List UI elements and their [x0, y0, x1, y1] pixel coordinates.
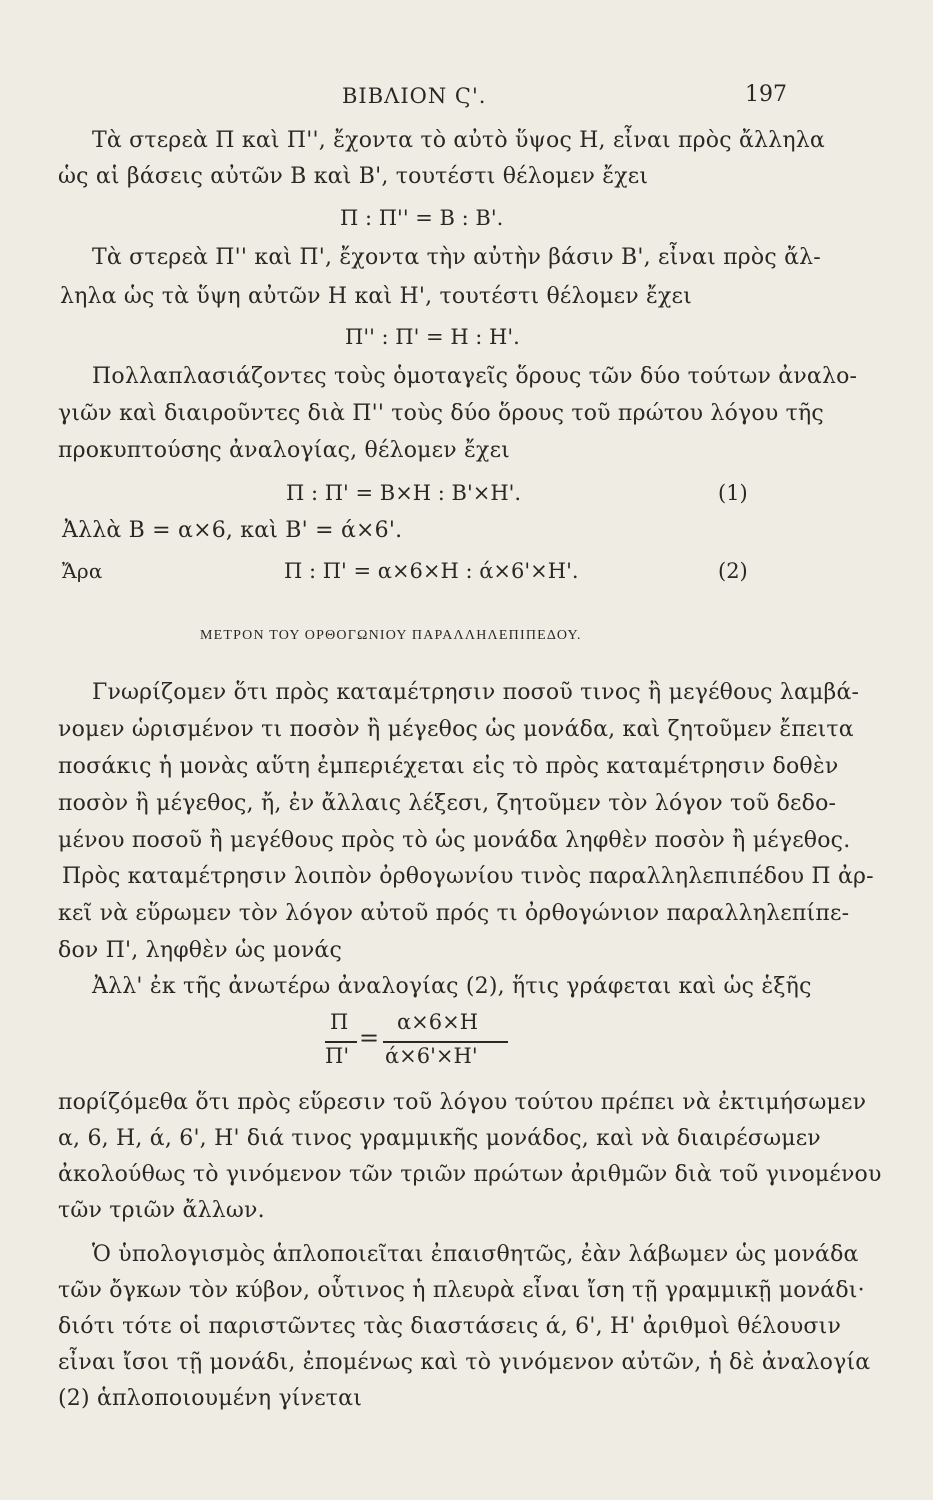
text-line: ποσὸν ἢ μέγεθος, ἤ, ἐν ἄλλαις λέξεσι, ζητοῦμεν τὸν λόγον τοῦ δεδο-	[58, 791, 837, 816]
text-line: νομεν ὡρισμένον τι ποσὸν ἢ μέγεθος ὡς μονάδα, καὶ ζητοῦμεν ἔπειτα	[58, 717, 854, 742]
running-header-title: ΒΙΒΛΙΟΝ Ϛ'.	[342, 84, 487, 108]
text-line: Τὰ στερεὰ Π'' καὶ Π', ἔχοντα τὴν αὐτὴν βάσιν Β', εἶναι πρὸς ἄλ-	[92, 245, 821, 270]
text-line: Πολλαπλασιάζοντες τοὺς ὁμοταγεῖς ὅρους τῶν δύο τούτων ἀναλο-	[92, 364, 858, 389]
text-line: εἶναι ἴσοι τῇ μονάδι, ἐπομένως καὶ τὸ γινόμενον αὐτῶν, ἡ δὲ ἀναλογία	[58, 1350, 871, 1375]
text-line: κεῖ νὰ εὕρωμεν τὸν λόγον αὐτοῦ πρός τι ὀρθογώνιον παραλληλεπίπε-	[58, 901, 850, 926]
text-line: ὡς αἱ βάσεις αὐτῶν Β καὶ Β', τουτέστι θέλομεν ἔχει	[58, 164, 649, 189]
equation-number: (2)	[718, 559, 748, 583]
equation: Π : Π' = Β×Η : Β'×Η'.	[286, 481, 522, 505]
text-line: (2) ἁπλοποιουμένη γίνεται	[58, 1386, 363, 1411]
text-line: ληλα ὡς τὰ ὕψη αὐτῶν Η καὶ Η', τουτέστι θέλομεν ἔχει	[60, 284, 692, 309]
fraction-bar	[325, 1041, 357, 1043]
fraction-bar	[383, 1041, 508, 1043]
fraction-right-denominator: ά×6'×Η'	[385, 1044, 478, 1068]
section-heading: ΜΕΤΡΟΝ ΤΟΥ ΟΡΘΟΓΩΝΙΟΥ ΠΑΡΑΛΛΗΛΕΠΙΠΕΔΟΥ.	[200, 628, 582, 643]
fraction-left-denominator: Π'	[325, 1044, 350, 1068]
equation: Π'' : Π' = Η : Η'.	[345, 325, 520, 349]
fraction-left-numerator: Π	[330, 1010, 349, 1034]
text-line: ἀκολούθως τὸ γινόμενον τῶν τριῶν πρώτων ἀριθμῶν διὰ τοῦ γινομένου	[58, 1162, 882, 1187]
text-line: α, 6, Η, ά, 6', Η' διά τινος γραμμικῆς μονάδος, καὶ νὰ διαιρέσωμεν	[58, 1126, 821, 1151]
equals-sign: =	[359, 1024, 380, 1052]
equation-number: (1)	[718, 481, 748, 505]
equation: Π : Π' = α×6×Η : ά×6'×Η'.	[284, 559, 579, 583]
text-line: μένου ποσοῦ ἢ μεγέθους πρὸς τὸ ὡς μονάδα ληφθὲν ποσὸν ἢ μέγεθος.	[58, 828, 851, 853]
page-number: 197	[745, 82, 787, 107]
text-line: Γνωρίζομεν ὅτι πρὸς καταμέτρησιν ποσοῦ τινος ἢ μεγέθους λαμβά-	[92, 680, 860, 705]
text-line: τῶν ὄγκων τὸν κύβον, οὗτινος ἡ πλευρὰ εἶναι ἴση τῇ γραμμικῇ μονάδι·	[58, 1278, 865, 1303]
text-line: Ἀλλὰ Β = α×6, καὶ Β' = ά×6'.	[62, 518, 403, 543]
text-line: Ὁ ὑπολογισμὸς ἁπλοποιεῖται ἐπαισθητῶς, ἐὰν λάβωμεν ὡς μονάδα	[92, 1242, 859, 1267]
text-line: τῶν τριῶν ἄλλων.	[58, 1198, 265, 1223]
text-line: προκυπτούσης ἀναλογίας, θέλομεν ἔχει	[58, 438, 510, 463]
text-line: διότι τότε οἱ παριστῶντες τὰς διαστάσεις ά, 6', Η' ἀριθμοὶ θέλουσιν	[58, 1314, 842, 1339]
text-line: Ἀλλ' ἐκ τῆς ἀνωτέρω ἀναλογίας (2), ἥτις γράφεται καὶ ὡς ἑξῆς	[92, 974, 812, 999]
text-line: πορίζόμεθα ὅτι πρὸς εὕρεσιν τοῦ λόγου τούτου πρέπει νὰ ἐκτιμήσωμεν	[58, 1090, 867, 1115]
text-line: ποσάκις ἡ μονὰς αὕτη ἐμπεριέχεται εἰς τὸ πρὸς καταμέτρησιν δοθὲν	[58, 754, 839, 779]
text-line: Ἄρα	[62, 559, 103, 583]
text-line: δον Π', ληφθὲν ὡς μονάς	[58, 938, 342, 963]
text-line: γιῶν καὶ διαιροῦντες διὰ Π'' τοὺς δύο ὅρους τοῦ πρώτου λόγου τῆς	[58, 401, 824, 426]
text-line: Πρὸς καταμέτρησιν λοιπὸν ὀρθογωνίου τινὸς παραλληλεπιπέδου Π ἀρ-	[62, 864, 874, 889]
equation: Π : Π'' = Β : Β'.	[340, 206, 504, 230]
fraction-equation	[325, 1010, 745, 1072]
text-line: Τὰ στερεὰ Π καὶ Π'', ἔχοντα τὸ αὐτὸ ὕψος Η, εἶναι πρὸς ἄλληλα	[92, 128, 825, 153]
fraction-right-numerator: α×6×Η	[397, 1010, 479, 1034]
